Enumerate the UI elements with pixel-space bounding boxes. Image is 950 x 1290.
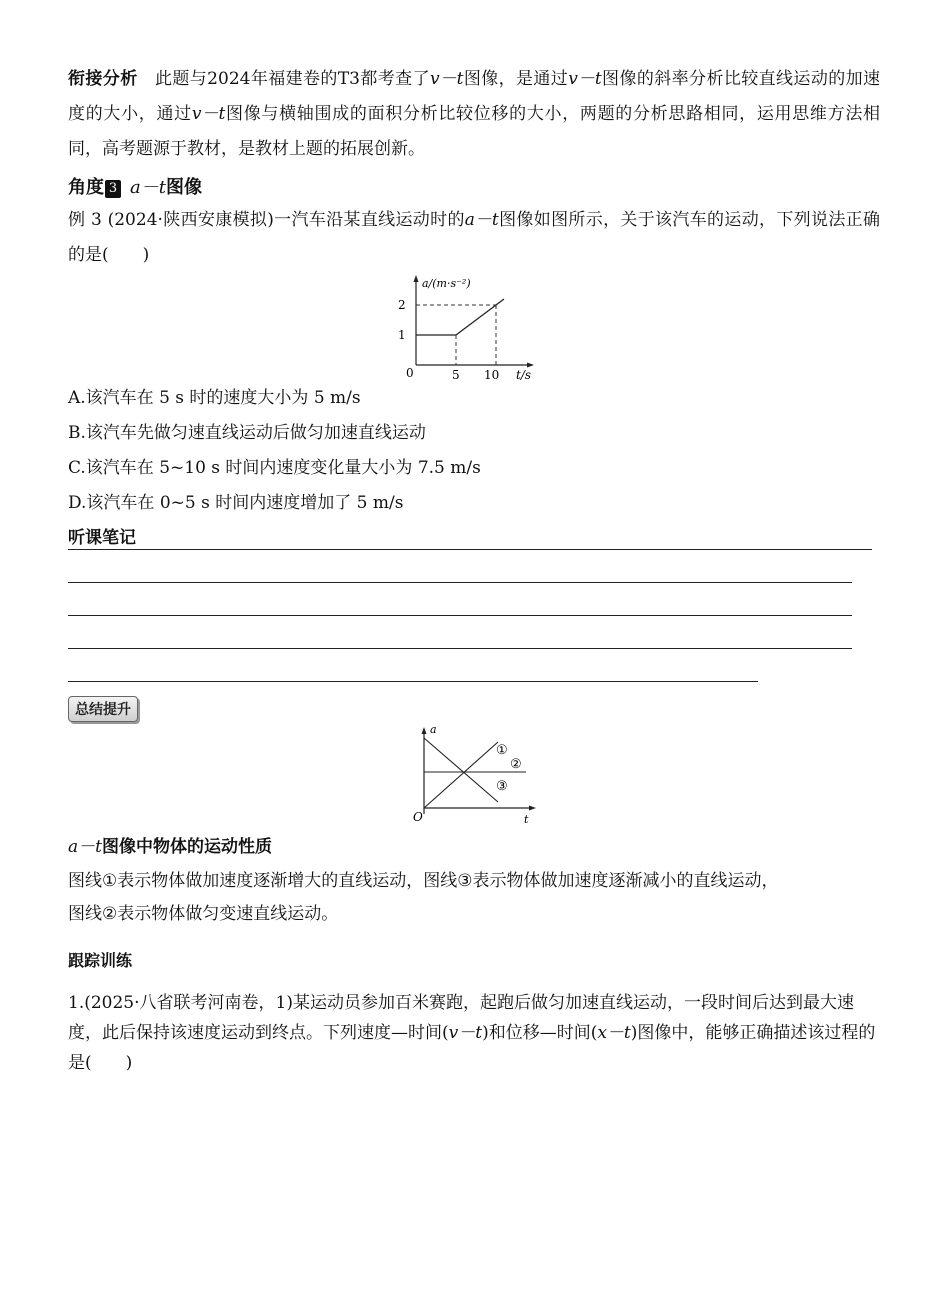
- summary-badge: 总结提升: [68, 696, 138, 722]
- motion-summary-2: 图线②表示物体做匀变速直线运动。: [68, 904, 339, 924]
- q1-text-b: )和位移—时间(: [482, 1023, 598, 1043]
- example-prefix: 例 3 (2024·陕西安康模拟)一汽车沿某直线运动时的: [68, 210, 465, 230]
- notes-title: 听课笔记: [68, 527, 872, 550]
- line-3-decreasing: [424, 738, 498, 802]
- x-tick-10: 10: [484, 368, 500, 381]
- connection-text-a: 此题与2024年福建卷的T3都考查了: [154, 69, 430, 89]
- page-content: [68, 62, 880, 1078]
- example-question: [68, 203, 880, 273]
- connection-label: 衔接分析: [68, 69, 138, 89]
- summary-badge-row: [68, 696, 880, 722]
- at-term: a－t: [68, 837, 102, 857]
- line-2-label: ②: [510, 757, 522, 772]
- y-axis-label: a: [430, 723, 437, 736]
- y-axis-arrow: [422, 727, 427, 734]
- q1-text-c: )图像中，能够正确描述该过程的是( ): [68, 1023, 876, 1073]
- angle-heading: [68, 173, 880, 203]
- note-line[interactable]: [68, 616, 852, 649]
- x-tick-0: 0: [406, 366, 414, 380]
- note-line[interactable]: [68, 649, 758, 682]
- answer-options: [68, 381, 880, 521]
- at-comparison-figure: [404, 722, 544, 826]
- training-question-1: [68, 988, 880, 1078]
- origin-label: O: [413, 810, 423, 824]
- note-line[interactable]: [68, 583, 852, 616]
- angle-title-at: a－t: [130, 177, 166, 198]
- at-graph-figure: [394, 273, 554, 381]
- xt-term: x－t: [597, 1023, 631, 1043]
- motion-summary-1: 图线①表示物体做加速度逐渐增大的直线运动，图线③表示物体做加速度逐渐减小的直线运动，: [68, 871, 779, 891]
- connection-analysis: [68, 62, 880, 167]
- y-axis-label: a/(m·s⁻²): [422, 277, 471, 290]
- line-1-label: ①: [496, 743, 508, 758]
- connection-text-b: 图像，是通过: [463, 69, 569, 89]
- vt-term: v－t: [429, 69, 464, 89]
- vt-term: v－t: [448, 1023, 483, 1043]
- connection-text-d: 图像与横轴围成的面积分析比较位移的大小，两题的分析思路相同，运用思维方法相同，高考题源于教材，是教材上题的拓展创新。: [68, 104, 881, 159]
- angle-label: 角度: [68, 177, 104, 198]
- x-axis-arrow: [527, 363, 534, 368]
- x-tick-5: 5: [452, 368, 460, 381]
- connection-text-c: 图像的斜率分析比较直线运动的加速度的大小，通过: [68, 69, 881, 124]
- y-tick-1: 1: [398, 328, 406, 342]
- option-d[interactable]: D.该汽车在 0~5 s 时间内速度增加了 5 m/s: [68, 493, 404, 513]
- x-axis-label: t/s: [516, 368, 532, 381]
- angle-number-badge: 3: [105, 180, 121, 198]
- training-title: 跟踪训练: [68, 951, 133, 970]
- note-line[interactable]: [68, 550, 852, 583]
- line-3-label: ③: [496, 779, 508, 794]
- vt-term: v－t: [568, 69, 602, 89]
- line-1-increasing: [424, 742, 498, 808]
- option-c[interactable]: C.该汽车在 5~10 s 时间内速度变化量大小为 7.5 m/s: [68, 458, 481, 478]
- y-axis-arrow: [414, 275, 419, 282]
- option-a[interactable]: A.该汽车在 5 s 时的速度大小为 5 m/s: [68, 388, 361, 408]
- x-axis-label: t: [524, 813, 529, 826]
- at-term: a－t: [464, 210, 499, 230]
- acceleration-series-line: [416, 299, 504, 335]
- angle-title-suffix: 图像: [165, 177, 202, 198]
- q1-text-a: 1.(2025·八省联考河南卷，1)某运动员参加百米赛跑，起跑后做匀加速直线运动，一段时间后达到最大速度，此后保持该速度运动到终点。下列速度—时间(: [68, 993, 854, 1043]
- vt-term: v－t: [191, 104, 226, 124]
- option-b[interactable]: B.该汽车先做匀速直线运动后做匀加速直线运动: [68, 423, 426, 443]
- motion-title: [68, 830, 880, 865]
- y-tick-2: 2: [398, 298, 406, 312]
- example-rest: 图像如图所示，关于该汽车的运动，下列说法正确的是( ): [68, 210, 880, 265]
- x-axis-arrow: [529, 806, 536, 811]
- motion-title-text: 图像中物体的运动性质: [101, 837, 272, 857]
